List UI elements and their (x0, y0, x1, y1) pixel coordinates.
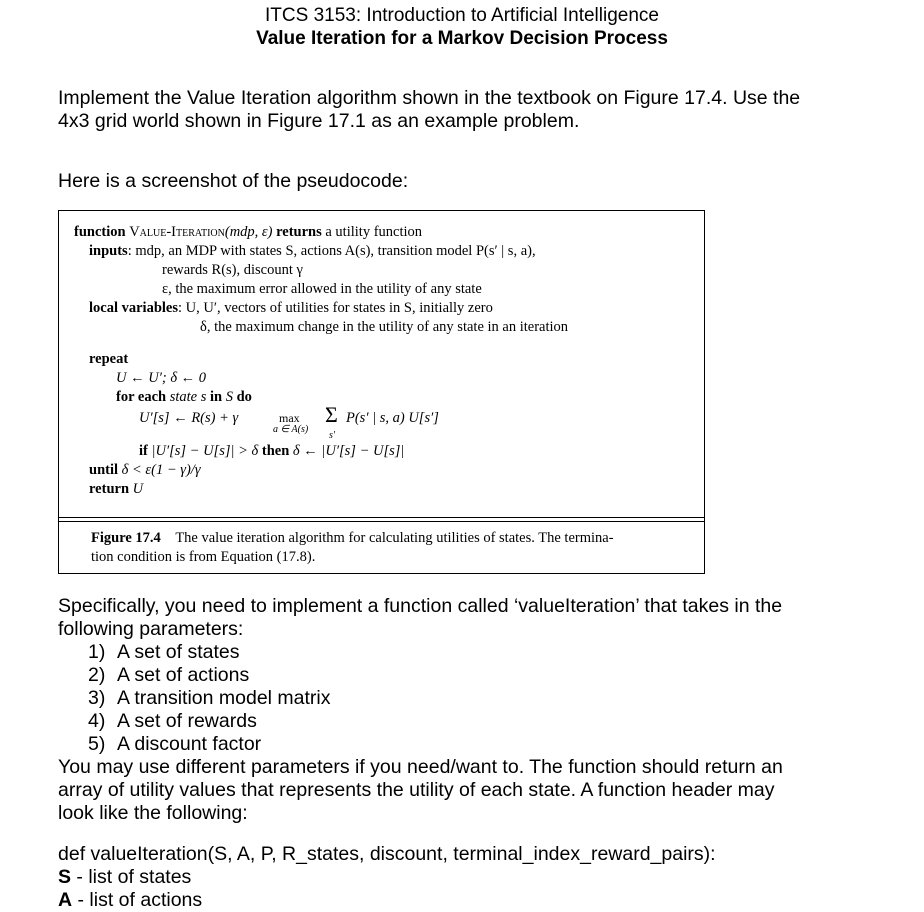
spec-line-2: following parameters: (58, 618, 244, 640)
pseudo-line-locals: local variables: U, U′, vectors of utilities for states in S, initially zero (89, 300, 493, 316)
pseudo-sum-subscript: s′ (329, 430, 336, 441)
intro-line-1: Implement the Value Iteration algorithm shown in the textbook on Figure 17.4. Use the (58, 87, 801, 109)
pseudo-line-update-sum: P(s′ | s, a) U[s′] (346, 410, 439, 426)
figure-caption-line-1: Figure 17.4 The value iteration algorithm for calculating utilities of states. The termina- (91, 530, 614, 546)
param-desc-s: S - list of states (58, 866, 192, 888)
list-item: 2) A set of actions (88, 664, 250, 686)
intro-line-2: 4x3 grid world shown in Figure 17.1 as an example problem. (58, 110, 580, 132)
list-item: 1) A set of states (88, 641, 240, 663)
pseudo-max-subscript: a ∈ A(s) (273, 424, 309, 435)
pseudo-line-until: until δ < ε(1 − γ)/γ (89, 462, 201, 478)
pseudocode-figure (58, 210, 705, 574)
pseudo-line-rewards: rewards R(s), discount γ (162, 262, 303, 278)
pseudo-max: max (279, 411, 300, 425)
course-title: ITCS 3153: Introduction to Artificial Intelligence (265, 5, 659, 26)
figure-rule-top (59, 517, 704, 518)
spec-after-3: look like the following: (58, 802, 248, 824)
spec-after-1: You may use different parameters if you need/want to. The function should return an (58, 756, 783, 778)
screenshot-note: Here is a screenshot of the pseudocode: (58, 170, 409, 192)
list-item: 3) A transition model matrix (88, 687, 331, 709)
param-desc-a: A - list of actions (58, 889, 203, 911)
function-header: def valueIteration(S, A, P, R_states, discount, terminal_index_reward_pairs): (58, 843, 716, 865)
pseudo-line-1: function Value-Iteration(mdp, ε) returns a utility function (74, 224, 423, 240)
list-item: 5) A discount factor (88, 733, 262, 755)
pseudo-line-update: U′[s] ← R(s) + γ (139, 410, 239, 426)
pseudo-line-foreach: for each state s in S do (116, 389, 252, 405)
figure-caption-line-2: tion condition is from Equation (17.8). (91, 549, 316, 565)
pseudo-sum-symbol: Σ (325, 402, 338, 427)
spec-line-1: Specifically, you need to implement a function called ‘valueIteration’ that takes in the (58, 595, 783, 617)
pseudo-line-return: return U (89, 481, 144, 497)
pseudo-line-inputs: inputs: mdp, an MDP with states S, actions A(s), transition model P(s′ | s, a), (89, 243, 536, 259)
pseudo-line-if: if |U′[s] − U[s]| > δ then δ ← |U′[s] − U[s]| (139, 443, 405, 459)
pseudo-line-delta: δ, the maximum change in the utility of any state in an iteration (200, 319, 569, 335)
page-title: Value Iteration for a Markov Decision Process (256, 28, 668, 49)
pseudo-line-assign: U ← U′; δ ← 0 (116, 370, 207, 386)
figure-rule-bottom (59, 521, 704, 522)
spec-after-2: array of utility values that represents the utility of each state. A function header may (58, 779, 775, 801)
list-item: 4) A set of rewards (88, 710, 257, 732)
pseudo-line-epsilon: ε, the maximum error allowed in the utility of any state (162, 281, 482, 297)
pseudo-repeat: repeat (89, 351, 129, 367)
